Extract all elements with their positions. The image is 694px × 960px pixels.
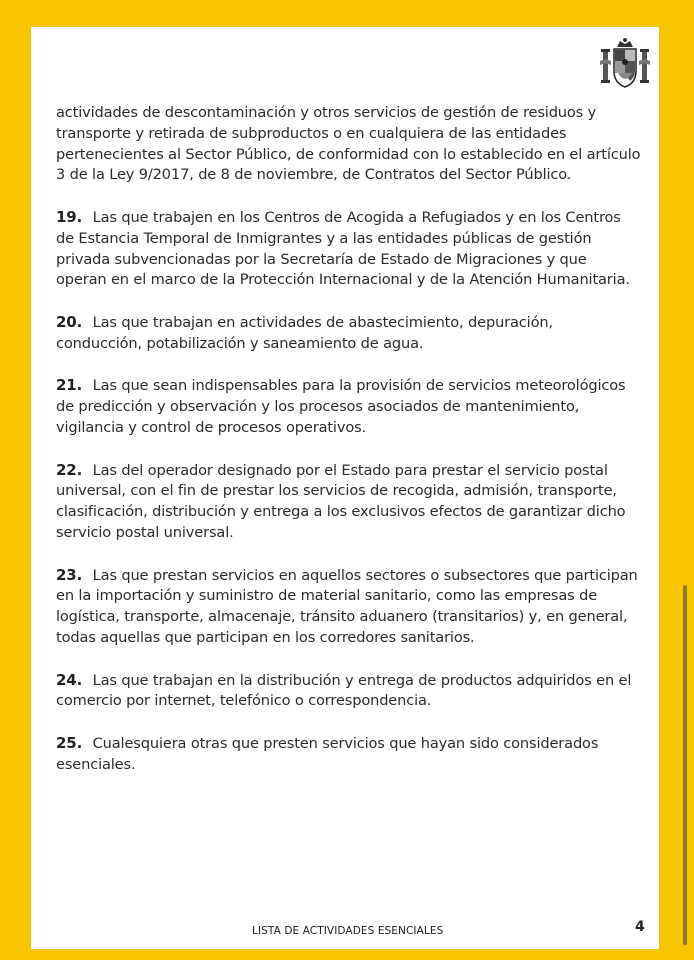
item-number: 23. [56,565,83,584]
scrollbar[interactable] [683,585,687,945]
list-item [56,670,641,713]
item-number: 21. [56,376,83,395]
document-page [31,27,659,949]
item-number: 22. [56,460,83,479]
item-text: Las que prestan servicios en aquellos sectores o subsectores que participan en la importación y suministro de material sanitario, como las empresas de logística, transporte, almacenaje, tránsito aduanero (transitarios) y, en general, todas aquellas que participan en los corredores sanitarios. [56,566,638,646]
list-item [56,312,641,355]
footer-title: LISTA DE ACTIVIDADES ESENCIALES [252,925,444,937]
list-item [56,207,641,291]
item-text: Cualesquiera otras que presten servicios que hayan sido considerados esenciales. [56,734,599,773]
intro-paragraph: actividades de descontaminación y otros servicios de gestión de residuos y transporte y retirada de subproductos o en cualquiera de las entidades pertenecientes al Sector Público, de conformidad con lo establecido en el artículo 3 de la Ley 9/2017, de 8 de noviembre, de Contratos del Sector Público. [56,104,641,184]
coat-of-arms-icon [600,37,650,89]
page-number: 4 [635,919,645,935]
item-number: 19. [56,207,83,226]
item-text: Las que trabajan en actividades de abastecimiento, depuración, conducción, potabilización y saneamiento de agua. [56,313,553,352]
item-text: Las que trabajan en la distribución y entrega de productos adquiridos en el comercio por internet, telefónico o correspondencia. [56,671,632,710]
item-text: Las del operador designado por el Estado para prestar el servicio postal universal, con el fin de prestar los servicios de recogida, admisión, transporte, clasificación, distribución y entrega a los exclusivos efectos de garantizar dicho servicio postal universal. [56,461,626,541]
item-number: 24. [56,670,83,689]
item-text: Las que trabajen en los Centros de Acogida a Refugiados y en los Centros de Estancia Temporal de Inmigrantes y a las entidades públicas de gestión privada subvencionadas por la Secretaría de Estado de Migraciones y que operan en el marco de la Protección Internacional y de la Atención Humanitaria. [56,208,630,289]
document-body [56,103,641,796]
list-item [56,460,641,544]
list-item [56,733,641,776]
list-item [56,565,641,649]
item-number: 20. [56,312,83,331]
list-item [56,375,641,438]
item-number: 25. [56,733,83,752]
item-text: Las que sean indispensables para la provisión de servicios meteorológicos de predicción y observación y los procesos asociados de mantenimiento, vigilancia y control de procesos operativos. [56,377,626,436]
